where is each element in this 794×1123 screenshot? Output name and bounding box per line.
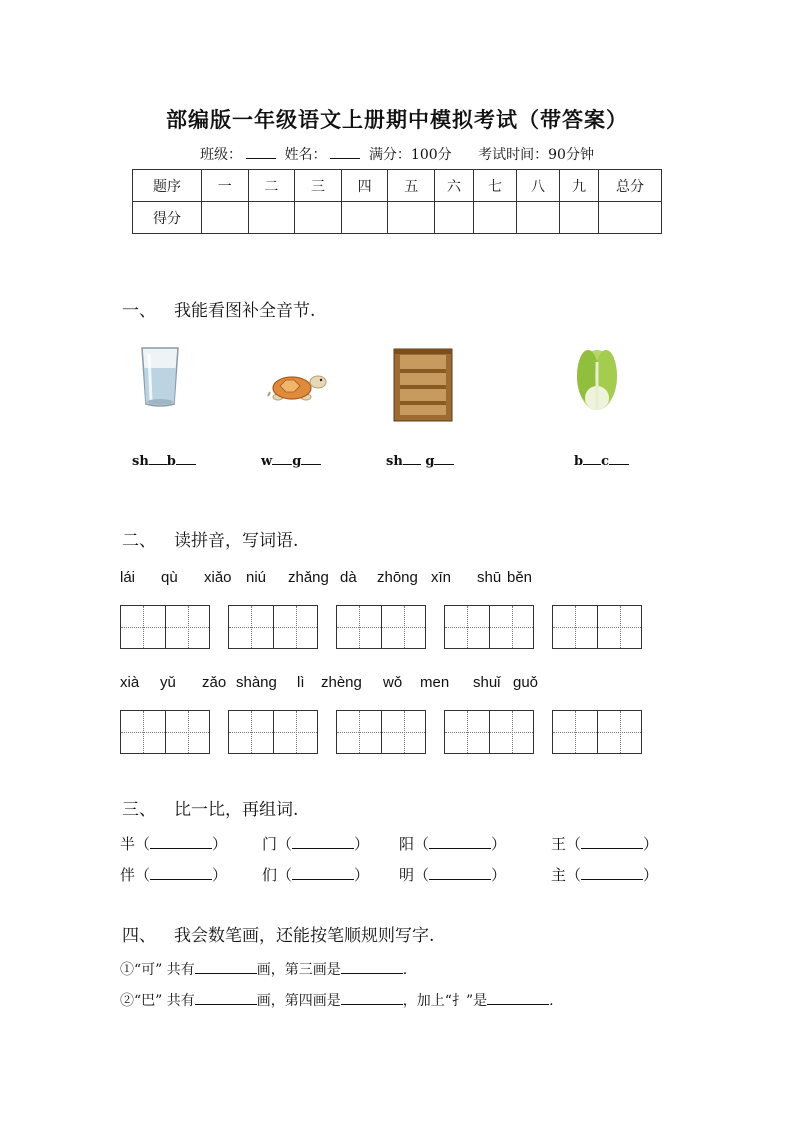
compare-item: 主（ ） [551,866,659,884]
section4-heading [122,921,434,946]
writing-grid[interactable] [336,710,426,754]
exam-info [0,144,794,164]
score-col-6: 六 [435,170,474,202]
section2-number: 二、 [122,531,156,551]
answer-blank[interactable] [583,452,601,465]
glass-of-water-icon [140,346,180,408]
pinyin-syllable: shàng [236,674,277,691]
pinyin-part: w [261,454,273,469]
turtle-icon [266,370,328,404]
score-cell[interactable] [248,202,295,234]
pinyin-syllable: zhōng [377,569,418,586]
writing-grid[interactable] [228,710,318,754]
name-label: 姓名： [284,147,327,163]
section3-number: 三、 [122,800,156,820]
score-col-label: 题序 [133,170,202,202]
answer-blank[interactable] [429,834,491,849]
answer-blank[interactable] [272,452,292,465]
score-col-2: 二 [248,170,295,202]
question-text: 共有 [166,993,195,1009]
compare-char: 王 [551,835,567,853]
answer-blank[interactable] [195,990,257,1005]
pinyin-syllable: běn [507,569,533,586]
pinyin-blank-3 [386,452,454,469]
compare-item: 门（ ） [262,835,370,853]
question-marker: ① [120,962,134,978]
pinyin-syllable: shuǐ [473,674,501,691]
exam-time: 考试时间：90分钟 [478,147,594,163]
question-text: 画，第四画是 [256,993,341,1009]
chinese-cabbage-icon [574,342,620,412]
compare-char: 半 [120,835,136,853]
writing-grid[interactable] [444,710,534,754]
compare-char: 阳 [399,835,415,853]
stroke-question-1 [120,959,407,979]
score-cell[interactable] [341,202,388,234]
pinyin-syllable: men [420,674,450,691]
name-blank [330,144,360,159]
pinyin-syllable: xiǎo [204,569,232,586]
question-char: “可” [134,962,163,978]
answer-blank[interactable] [292,834,354,849]
score-col-3: 三 [295,170,342,202]
pinyin-syllable: shū [477,569,502,586]
pinyin-syllable: zhǎng [288,569,329,586]
score-row-label: 得分 [133,202,202,234]
score-col-total: 总分 [599,170,662,202]
compare-item: 王（ ） [551,835,659,853]
pinyin-part: b [166,454,176,469]
section3-title: 比一比，再组词. [174,800,299,820]
score-cell[interactable] [560,202,599,234]
pinyin-part: sh [132,454,149,469]
section2-heading [122,526,298,551]
class-label: 班级： [200,147,243,163]
score-table [132,169,662,234]
writing-grid[interactable] [444,605,534,649]
score-col-1: 一 [202,170,249,202]
pinyin-syllable: wǒ [383,674,403,691]
section1-heading [122,296,315,321]
writing-grid[interactable] [336,605,426,649]
score-table-header-row [133,170,662,202]
answer-blank[interactable] [609,452,629,465]
score-cell[interactable] [295,202,342,234]
answer-blank[interactable] [176,452,196,465]
section1-title: 我能看图补全音节. [174,301,316,321]
section3-heading [122,795,298,820]
question-char: “巴” [134,993,163,1009]
score-cell[interactable] [388,202,435,234]
score-col-5: 五 [388,170,435,202]
full-score: 满分：100分 [368,147,452,163]
score-cell[interactable] [599,202,662,234]
pinyin-syllable: lì [297,674,305,691]
answer-blank[interactable] [149,452,167,465]
question-marker: ② [120,993,134,1009]
compare-char: 们 [262,866,278,884]
answer-blank[interactable] [581,865,643,880]
question-text: . [402,962,408,978]
answer-blank[interactable] [341,959,403,974]
answer-blank[interactable] [403,452,421,465]
bookshelf-icon [392,347,454,423]
pinyin-syllable: dà [340,569,357,586]
compare-item: 半（ ） [120,835,228,853]
answer-blank[interactable] [429,865,491,880]
compare-char: 伴 [120,866,136,884]
question-text: . [549,993,554,1009]
answer-blank[interactable] [341,990,403,1005]
compare-char: 门 [262,835,278,853]
answer-blank[interactable] [581,834,643,849]
pinyin-part: sh [386,454,403,469]
answer-blank[interactable] [195,959,257,974]
pinyin-syllable: lái [120,569,136,586]
score-cell[interactable] [202,202,249,234]
compare-char: 主 [551,866,567,884]
question-text: 画，第三画是 [256,962,341,978]
pinyin-syllable: zǎo [202,674,227,691]
pinyin-syllable: guǒ [513,674,539,691]
writing-grid[interactable] [228,605,318,649]
class-blank [246,144,276,159]
pinyin-part: c [601,454,610,469]
section4-number: 四、 [122,926,156,946]
score-col-7: 七 [474,170,517,202]
writing-grid[interactable] [120,605,210,649]
section4-title: 我会数笔画，还能按笔顺规则写字. [174,926,435,946]
compare-item: 们（ ） [262,866,370,884]
section2-title: 读拼音，写词语. [174,531,299,551]
pinyin-part: b [574,454,584,469]
pinyin-blank-4 [574,452,629,469]
question-text: ，加上“扌”是 [402,993,488,1009]
pinyin-syllable: qù [161,569,178,586]
score-table-score-row [133,202,662,234]
answer-blank[interactable] [292,865,354,880]
score-cell[interactable] [474,202,517,234]
pinyin-part: g [425,454,435,469]
pinyin-syllable: xià [120,674,140,691]
answer-blank[interactable] [434,452,454,465]
score-col-8: 八 [517,170,560,202]
writing-grid[interactable] [552,605,642,649]
compare-item: 伴（ ） [120,866,228,884]
compare-item: 明（ ） [399,866,507,884]
score-col-4: 四 [341,170,388,202]
writing-grid[interactable] [120,710,210,754]
answer-blank[interactable] [487,990,549,1005]
score-cell[interactable] [517,202,560,234]
pinyin-blank-1 [132,452,196,469]
question-text: 共有 [166,962,195,978]
section1-number: 一、 [122,301,156,321]
compare-char: 明 [399,866,415,884]
score-col-9: 九 [560,170,599,202]
stroke-question-2 [120,990,554,1010]
exam-title: 部编版一年级语文上册期中模拟考试（带答案） [166,107,628,132]
pinyin-blank-2 [261,452,321,469]
pinyin-syllable: xīn [431,569,452,586]
pinyin-part: g [292,454,302,469]
pinyin-syllable: zhèng [321,674,362,691]
pinyin-syllable: yǔ [160,674,176,691]
answer-blank[interactable] [150,834,212,849]
answer-blank[interactable] [150,865,212,880]
compare-item: 阳（ ） [399,835,507,853]
answer-blank[interactable] [301,452,321,465]
pinyin-syllable: niú [246,569,267,586]
score-cell[interactable] [435,202,474,234]
writing-grid[interactable] [552,710,642,754]
